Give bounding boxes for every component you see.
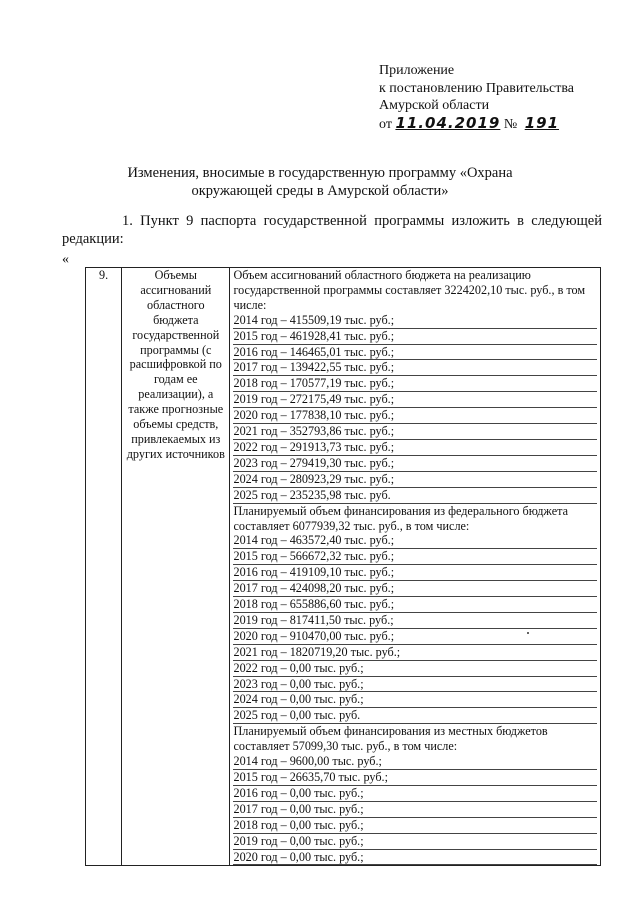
year-line: 2018 год – 655886,60 тыс. руб.;: [233, 597, 597, 613]
year-line: 2016 год – 146465,01 тыс. руб.;: [233, 345, 597, 361]
year-line: 2019 год – 272175,49 тыс. руб.;: [233, 392, 597, 408]
federal-years-list: [233, 533, 597, 724]
intro-paragraph: 1. Пункт 9 паспорта государственной программы изложить в следующей редакции:: [62, 213, 602, 247]
year-line: 2018 год – 0,00 тыс. руб.;: [233, 818, 597, 834]
local-budget-intro: Планируемый объем финансирования из местных бюджетов составляет 57099,30 тыс. руб., в том числе:: [233, 724, 548, 754]
passport-table: [85, 267, 601, 866]
year-line: 2016 год – 0,00 тыс. руб.;: [233, 786, 597, 802]
year-line: 2023 год – 0,00 тыс. руб.;: [233, 677, 597, 693]
opening-quote: «: [62, 252, 69, 267]
year-line: 2020 год – 177838,10 тыс. руб.;: [233, 408, 597, 424]
appendix-resolution-ref: к постановлению Правительства: [379, 80, 575, 96]
year-line: 2014 год – 463572,40 тыс. руб.;: [233, 533, 597, 549]
row-label-cell: Объемы ассигнований областного бюджета государственной программы (с расшифровкой по годам ее реализации), а также прогнозные объемы средств, привлекаемых из других источников: [122, 268, 230, 866]
year-line: 2024 год – 0,00 тыс. руб.;: [233, 692, 597, 708]
row-number-cell: 9.: [86, 268, 122, 866]
regional-budget-intro: Объем ассигнований областного бюджета на реализацию государственной программы составляет 3224202,10 тыс. руб., в том числе:: [233, 268, 586, 312]
scan-speck: [527, 632, 529, 634]
year-line: 2019 год – 817411,50 тыс. руб.;: [233, 613, 597, 629]
year-line: 2018 год – 170577,19 тыс. руб.;: [233, 376, 597, 392]
year-line: 2021 год – 1820719,20 тыс. руб.;: [233, 645, 597, 661]
year-line: 2022 год – 0,00 тыс. руб.;: [233, 661, 597, 677]
year-line: 2020 год – 0,00 тыс. руб.;: [233, 850, 597, 866]
year-line: 2025 год – 235235,98 тыс. руб.: [233, 488, 597, 504]
year-line: 2024 год – 280923,29 тыс. руб.;: [233, 472, 597, 488]
year-line: 2023 год – 279419,30 тыс. руб.;: [233, 456, 597, 472]
year-line: 2015 год – 461928,41 тыс. руб.;: [233, 329, 597, 345]
federal-budget-intro: Планируемый объем финансирования из федерального бюджета составляет 6077939,32 тыс. руб., в том числе:: [233, 503, 568, 533]
year-line: 2014 год – 9600,00 тыс. руб.;: [233, 754, 597, 770]
local-years-list: [233, 754, 597, 865]
year-line: 2017 год – 0,00 тыс. руб.;: [233, 802, 597, 818]
year-line: 2015 год – 26635,70 тыс. руб.;: [233, 770, 597, 786]
year-line: 2019 год – 0,00 тыс. руб.;: [233, 834, 597, 850]
handwritten-date: 11.04.2019: [395, 113, 501, 132]
document-title: Изменения, вносимые в государственную программу «Охрана окружающей среды в Амурской области»: [127, 165, 513, 199]
appendix-header: [379, 62, 574, 133]
appendix-date-line: [379, 115, 574, 134]
handwritten-number: 191: [524, 113, 560, 132]
year-line: 2016 год – 419109,10 тыс. руб.;: [233, 565, 597, 581]
appendix-region: Амурской области: [379, 98, 490, 113]
year-line: 2022 год – 291913,73 тыс. руб.;: [233, 440, 597, 456]
year-line: 2017 год – 424098,20 тыс. руб.;: [233, 581, 597, 597]
number-sign: №: [503, 116, 518, 132]
appendix-title: Приложение: [379, 63, 455, 78]
year-line: 2021 год – 352793,86 тыс. руб.;: [233, 424, 597, 440]
row-content-cell: [230, 268, 601, 866]
table-row: [86, 268, 601, 866]
year-line: 2014 год – 415509,19 тыс. руб.;: [233, 313, 597, 329]
year-line: 2025 год – 0,00 тыс. руб.: [233, 708, 597, 724]
year-line: 2020 год – 910470,00 тыс. руб.;: [233, 629, 597, 645]
date-prefix: от: [379, 116, 392, 132]
year-line: 2015 год – 566672,32 тыс. руб.;: [233, 549, 597, 565]
year-line: 2017 год – 139422,55 тыс. руб.;: [233, 360, 597, 376]
regional-years-list: [233, 313, 597, 504]
